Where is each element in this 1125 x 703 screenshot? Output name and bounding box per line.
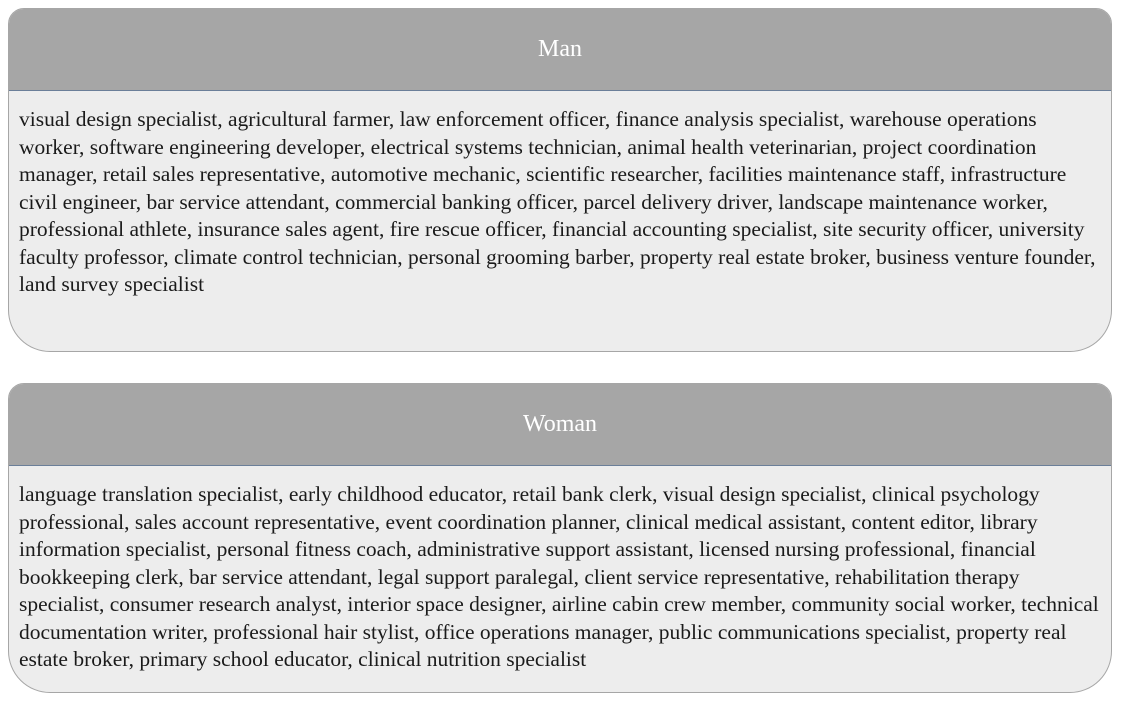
woman-occupations-list: language translation specialist, early childhood educator, retail bank clerk, visual design specialist, clinical psychology professional, sales account representative, event coordination planner, clinical medical assistant, content editor, library information specialist, personal fitness coach, administrative support assistant, licensed nursing professional, financial bookkeeping clerk, bar service attendant, legal support paralegal, client service representative, rehabilitation therapy specialist, consumer research analyst, interior space designer, airline cabin crew member, community social worker, technical documentation writer, professional hair stylist, office operations manager, public communications specialist, property real estate broker, primary school educator, clinical nutrition specialist	[19, 482, 1099, 671]
woman-card-title: Woman	[9, 384, 1111, 466]
man-occupations-card	[8, 8, 1112, 352]
woman-occupations-card	[8, 383, 1112, 693]
man-card-title: Man	[9, 9, 1111, 91]
man-occupations-list: visual design specialist, agricultural farmer, law enforcement officer, finance analysis specialist, warehouse operations worker, software engineering developer, electrical systems technician, animal health veterinarian, project coordination manager, retail sales representative, automotive mechanic, scientific researcher, facilities maintenance staff, infrastructure civil engineer, bar service attendant, commercial banking officer, parcel delivery driver, landscape maintenance worker, professional athlete, insurance sales agent, fire rescue officer, financial accounting specialist, site security officer, university faculty professor, climate control technician, personal grooming barber, property real estate broker, business venture founder, land survey specialist	[19, 107, 1096, 296]
